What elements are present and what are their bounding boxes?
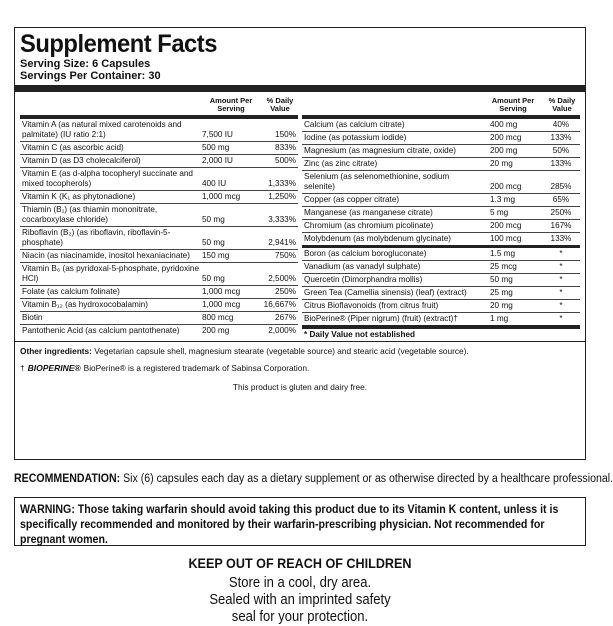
nutrient-amount: 200 mcg <box>490 220 522 230</box>
nutrient-row <box>20 204 298 227</box>
nutrient-name: Manganese (as manganese citrate) <box>304 207 433 217</box>
nutrient-amount: 1,000 mcg <box>202 191 241 201</box>
nutrient-daily-value: * <box>559 301 563 310</box>
recommendation-text: Six (6) capsules each day as a dietary supplement or as otherwise directed by a healthcare professional. <box>120 473 613 485</box>
nutrient-row <box>302 300 580 313</box>
nutrient-daily-value: 1,250% <box>268 191 296 201</box>
nutrient-daily-value: 40% <box>552 119 570 129</box>
other-ingredients <box>15 341 585 356</box>
nutrient-daily-value: 50% <box>552 145 570 155</box>
nutrient-amount: 200 mcg <box>490 181 522 191</box>
nutrient-row <box>20 325 298 337</box>
nutrient-daily-value: 1,333% <box>268 178 296 188</box>
nutrient-name: Vitamin A (as natural mixed carotenoids and palmitate) (IU ratio 2:1) <box>22 119 182 139</box>
nutrient-daily-value: * <box>559 288 563 297</box>
panel-title: Supplement Facts <box>20 30 217 58</box>
nutrient-amount: 5 mg <box>490 207 509 217</box>
nutrient-row <box>302 233 580 245</box>
nutrient-daily-value: 250% <box>275 286 296 296</box>
nutrient-daily-value: 2,000% <box>268 325 296 335</box>
nutrient-name: Green Tea (Camellia sinensis) (leaf) (extract) <box>304 288 467 297</box>
nutrient-name: Biotin <box>22 312 43 322</box>
nutrient-daily-value: 2,500% <box>268 273 296 283</box>
nutrient-name: Magnesium (as magnesium citrate, oxide) <box>304 145 456 155</box>
nutrient-amount: 7,500 IU <box>202 129 233 139</box>
nutrient-row <box>20 286 298 299</box>
nutrient-name: Copper (as copper citrate) <box>304 194 400 204</box>
nutrient-row <box>20 119 298 142</box>
warning-box <box>14 497 586 546</box>
nutrient-amount: 200 mg <box>490 145 518 155</box>
nutrient-name: Niacin (as niacinamide, inositol hexaniacinate) <box>22 250 190 260</box>
nutrient-name: Molybdenum (as molybdenum glycinate) <box>304 233 451 243</box>
storage-line-1: Store in a cool, dry area. <box>228 575 372 591</box>
right-rows-other <box>302 248 580 325</box>
nutrient-amount: 800 mcg <box>202 312 234 322</box>
nutrient-row <box>302 145 580 158</box>
nutrient-amount: 200 mcg <box>490 132 522 142</box>
nutrient-amount: 25 mg <box>490 288 513 297</box>
nutrient-amount: 400 IU <box>202 178 227 188</box>
servings-per-container: Servings Per Container: 30 <box>20 70 161 82</box>
serving-size: Serving Size: 6 Capsules <box>20 58 151 70</box>
nutrient-name: Vitamin E (as d-alpha tocopheryl succinate and mixed tocopherols) <box>22 168 193 188</box>
storage-line-3: seal for your protection. <box>231 609 369 625</box>
nutrient-daily-value: * <box>559 275 563 284</box>
nutrient-daily-value: 167% <box>550 220 572 230</box>
bioperine-trademark <box>20 356 580 373</box>
bioperine-logo: BIOPERINE® <box>27 362 81 373</box>
nutrient-daily-value: 750% <box>275 250 296 260</box>
nutrient-amount: 1.3 mg <box>490 194 516 204</box>
nutrient-name: Vitamin K (K₁ as phytonadione) <box>22 191 136 201</box>
nutrient-row <box>302 119 580 132</box>
storage-line-2: Sealed with an imprinted safety <box>209 592 391 608</box>
right-column <box>302 92 580 341</box>
nutrient-name: Vitamin B₆ (as pyridoxal-5-phosphate, pyridoxine HCl) <box>22 263 199 283</box>
nutrient-name: Iodine (as potassium iodide) <box>304 132 407 142</box>
nutrient-row <box>302 248 580 261</box>
warning-text: WARNING: Those taking warfarin should avoid taking this product due to its Vitamin K content, unless it is specifically recommended and monitored by their warfarin-prescribing physician. Not recommended for pregnant women. <box>20 502 559 546</box>
nutrient-amount: 1 mg <box>490 314 509 323</box>
nutrient-daily-value: 133% <box>550 132 572 142</box>
nutrient-row <box>20 227 298 250</box>
nutrient-row <box>20 312 298 325</box>
nutrient-name: Vitamin C (as ascorbic acid) <box>22 142 124 152</box>
nutrient-name: BioPerine® (Piper nigrum) (fruit) (extract)† <box>304 314 458 323</box>
nutrient-name: Vanadium (as vanadyl sulphate) <box>304 262 421 271</box>
nutrient-daily-value: 133% <box>550 158 572 168</box>
amount-header: Amount Per Serving <box>209 96 253 113</box>
nutrient-daily-value: 16,667% <box>263 299 296 309</box>
nutrient-row <box>20 250 298 263</box>
nutrient-daily-value: * <box>559 262 563 271</box>
nutrient-amount: 50 mg <box>202 273 225 283</box>
nutrient-amount: 1.5 mg <box>490 249 516 258</box>
nutrient-row <box>302 274 580 287</box>
nutrient-name: Zinc (as zinc citrate) <box>304 158 378 168</box>
nutrient-daily-value: 250% <box>550 207 572 217</box>
nutrient-amount: 2,000 IU <box>202 155 233 165</box>
supplement-facts-panel <box>14 27 586 460</box>
nutrient-amount: 150 mg <box>202 250 230 260</box>
nutrient-row <box>20 142 298 155</box>
nutrient-daily-value: 2,941% <box>268 237 296 247</box>
nutrient-name: Calcium (as calcium citrate) <box>304 119 405 129</box>
nutrient-daily-value: 285% <box>550 181 572 191</box>
nutrient-name: Boron (as calcium borogluconate) <box>304 249 427 258</box>
facts-columns <box>20 92 580 341</box>
right-column-header <box>302 92 580 115</box>
nutrient-row <box>302 220 580 233</box>
right-rows-minerals <box>302 119 580 245</box>
dv-header: % Daily Value <box>266 96 294 113</box>
dagger-symbol: † <box>20 362 25 373</box>
nutrient-amount: 1,000 mcg <box>202 286 241 296</box>
nutrient-amount: 400 mg <box>490 119 518 129</box>
nutrient-name: Vitamin B₁₂ (as hydroxocobalamin) <box>22 299 148 309</box>
nutrient-name: Thiamin (B₁) (as thiamin mononitrate, cocarboxylase chloride) <box>22 204 158 224</box>
nutrient-name: Selenium (as selenomethionine, sodium selenite) <box>304 171 450 191</box>
dv-note: * Daily Value not established <box>304 329 416 339</box>
nutrient-daily-value: 133% <box>550 233 572 243</box>
amount-header: Amount Per Serving <box>491 96 535 113</box>
thick-rule <box>15 85 585 92</box>
nutrient-amount: 500 mg <box>202 142 230 152</box>
nutrient-amount: 200 mg <box>202 325 230 335</box>
nutrient-amount: 20 mg <box>490 158 513 168</box>
nutrient-amount: 50 mg <box>202 214 225 224</box>
nutrient-name: Riboflavin (B₂) (as riboflavin, riboflavin-5-phosphate) <box>22 227 171 247</box>
nutrient-row <box>20 155 298 168</box>
bioperine-text: BioPerine® is a registered trademark of Sabinsa Corporation. <box>83 362 310 373</box>
nutrient-amount: 50 mg <box>202 237 225 247</box>
nutrient-name: Folate (as calcium folinate) <box>22 286 120 296</box>
other-ingredients-text: Vegetarian capsule shell, magnesium stearate (vegetable source) and stearic acid (vegetable source). <box>91 345 469 356</box>
nutrient-row <box>302 132 580 145</box>
dv-header: % Daily Value <box>548 96 576 113</box>
nutrient-daily-value: * <box>559 249 563 258</box>
nutrient-row <box>20 299 298 312</box>
nutrient-row <box>20 168 298 191</box>
nutrient-row <box>302 287 580 300</box>
left-column-header <box>20 92 298 115</box>
other-ingredients-label: Other ingredients: <box>20 345 92 356</box>
left-rows <box>20 119 298 337</box>
nutrient-row <box>302 261 580 274</box>
recommendation <box>14 472 613 486</box>
keep-out-of-reach: KEEP OUT OF REACH OF CHILDREN <box>188 555 412 571</box>
nutrient-name: Chromium (as chromium picolinate) <box>304 220 434 230</box>
recommendation-label: RECOMMENDATION: <box>14 473 121 485</box>
nutrient-name: Quercetin (Dimorphandra mollis) <box>304 275 423 284</box>
nutrient-daily-value: 150% <box>275 129 296 139</box>
nutrient-name: Pantothenic Acid (as calcium pantothenate) <box>22 325 180 335</box>
nutrient-row <box>302 207 580 220</box>
nutrient-daily-value: 267% <box>275 312 296 322</box>
nutrient-name: Vitamin D (as D3 cholecalciferol) <box>22 155 141 165</box>
gluten-free-statement: This product is gluten and dairy free. <box>232 381 368 392</box>
nutrient-daily-value: 500% <box>275 155 296 165</box>
nutrient-row <box>20 263 298 286</box>
nutrient-row <box>302 313 580 325</box>
nutrient-amount: 1,000 mcg <box>202 299 241 309</box>
nutrient-row <box>302 171 580 194</box>
nutrient-amount: 25 mcg <box>490 262 517 271</box>
nutrient-amount: 20 mg <box>490 301 513 310</box>
nutrient-daily-value: * <box>559 314 563 323</box>
nutrient-name: Citrus Bioflavonoids (from citrus fruit) <box>304 301 439 310</box>
nutrient-row <box>302 194 580 207</box>
nutrient-row <box>302 158 580 171</box>
nutrient-row <box>20 191 298 204</box>
nutrient-amount: 50 mg <box>490 275 513 284</box>
left-column <box>20 92 298 341</box>
nutrient-daily-value: 833% <box>275 142 296 152</box>
nutrient-daily-value: 65% <box>552 194 570 204</box>
nutrient-daily-value: 3,333% <box>268 214 296 224</box>
nutrient-amount: 100 mcg <box>490 233 522 243</box>
